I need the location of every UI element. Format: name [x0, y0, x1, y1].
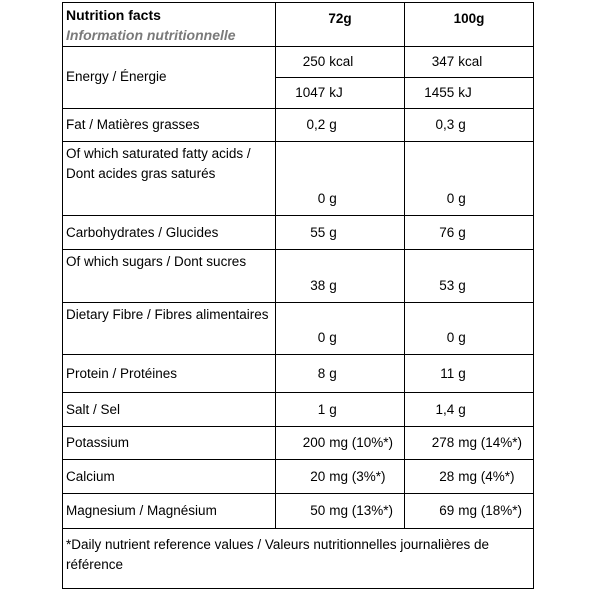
nutrition-table [62, 2, 534, 589]
value-100g: 0,3 [405, 109, 458, 142]
energy-kcal-unit-100g: kcal [457, 47, 533, 78]
table-title-cell [63, 3, 276, 47]
value-72g: 20 [276, 460, 329, 494]
unit-72g: mg (10%*) [328, 427, 404, 460]
value-100g: 1,4 [405, 393, 458, 427]
unit-100g: g [457, 250, 533, 303]
value-72g: 0,2 [276, 109, 329, 142]
table-row [63, 460, 534, 494]
energy-label: Energy / Énergie [63, 47, 276, 109]
column-header-100g: 100g [405, 3, 534, 47]
unit-72g: g [328, 355, 404, 393]
row-label: Salt / Sel [63, 393, 276, 427]
unit-100g: g [457, 393, 533, 427]
energy-kj-72g: 1047 [276, 78, 329, 109]
unit-100g: mg (18%*) [457, 494, 533, 529]
header-row [63, 3, 534, 47]
unit-72g: g [328, 250, 404, 303]
energy-kj-unit-100g: kJ [457, 78, 533, 109]
row-label: Of which sugars / Dont sucres [63, 250, 276, 303]
energy-kcal-unit-72g: kcal [328, 47, 404, 78]
unit-100g: g [457, 216, 533, 250]
row-label: Carbohydrates / Glucides [63, 216, 276, 250]
value-72g: 38 [276, 250, 329, 303]
unit-72g: g [328, 303, 404, 355]
unit-100g: mg (4%*) [457, 460, 533, 494]
table-row [63, 303, 534, 355]
table-row [63, 393, 534, 427]
value-72g: 200 [276, 427, 329, 460]
value-72g: 0 [276, 142, 329, 216]
value-100g: 0 [405, 303, 458, 355]
energy-kcal-100g: 347 [405, 47, 458, 78]
value-100g: 0 [405, 142, 458, 216]
table-row [63, 494, 534, 529]
energy-kj-unit-72g: kJ [328, 78, 404, 109]
energy-kj-100g: 1455 [405, 78, 458, 109]
footnote: *Daily nutrient reference values / Valeurs nutritionnelles journalières de référence [63, 529, 534, 589]
unit-100g: g [457, 355, 533, 393]
value-72g: 55 [276, 216, 329, 250]
energy-row-kcal [63, 47, 534, 78]
table-row [63, 216, 534, 250]
column-header-72g: 72g [276, 3, 405, 47]
value-100g: 69 [405, 494, 458, 529]
unit-72g: g [328, 109, 404, 142]
table-row [63, 355, 534, 393]
table-row [63, 250, 534, 303]
row-label: Calcium [63, 460, 276, 494]
row-label: Fat / Matières grasses [63, 109, 276, 142]
value-100g: 278 [405, 427, 458, 460]
table-row [63, 427, 534, 460]
value-72g: 1 [276, 393, 329, 427]
value-100g: 76 [405, 216, 458, 250]
unit-100g: g [457, 109, 533, 142]
row-label: Dietary Fibre / Fibres alimentaires [63, 303, 276, 355]
value-100g: 28 [405, 460, 458, 494]
table-row [63, 142, 534, 216]
row-label: Magnesium / Magnésium [63, 494, 276, 529]
unit-72g: g [328, 393, 404, 427]
table-subtitle: Information nutritionnelle [66, 27, 236, 43]
unit-100g: g [457, 303, 533, 355]
unit-100g: mg (14%*) [457, 427, 533, 460]
unit-72g: g [328, 142, 404, 216]
value-100g: 53 [405, 250, 458, 303]
row-label: Protein / Protéines [63, 355, 276, 393]
unit-100g: g [457, 142, 533, 216]
value-72g: 0 [276, 303, 329, 355]
value-72g: 50 [276, 494, 329, 529]
value-72g: 8 [276, 355, 329, 393]
unit-72g: mg (3%*) [328, 460, 404, 494]
row-label: Potassium [63, 427, 276, 460]
value-100g: 11 [405, 355, 458, 393]
unit-72g: g [328, 216, 404, 250]
energy-kcal-72g: 250 [276, 47, 329, 78]
footnote-row [63, 529, 534, 589]
unit-72g: mg (13%*) [328, 494, 404, 529]
table-title: Nutrition facts [66, 7, 161, 23]
table-row [63, 109, 534, 142]
row-label: Of which saturated fatty acids / Dont acides gras saturés [63, 142, 276, 216]
